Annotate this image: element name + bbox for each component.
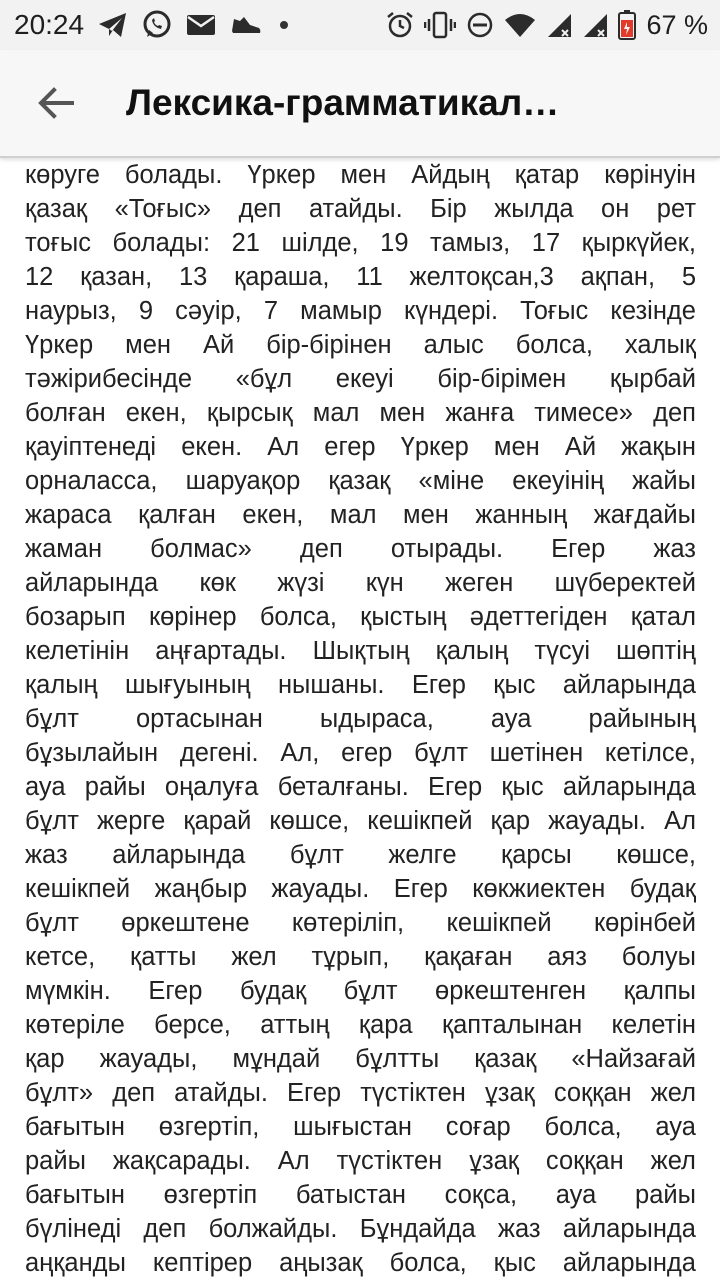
article-word: берсе,	[154, 1011, 231, 1039]
article-word: көтеріліп,	[291, 909, 405, 937]
article-word: мен	[379, 399, 426, 427]
article-word: әдеттегіден	[469, 603, 608, 631]
article-word: Ай	[202, 331, 235, 359]
article-word: көшсе,	[616, 841, 696, 869]
alarm-icon	[386, 11, 414, 39]
article-word: жауады,	[99, 1045, 198, 1073]
article-line	[25, 464, 696, 498]
article-word: қалған	[138, 501, 216, 529]
article-word: ұзақ	[469, 1147, 519, 1175]
article-word: көрінуін	[604, 161, 696, 189]
article-line	[25, 1246, 696, 1280]
article-word: ақпан,	[580, 263, 656, 291]
article-word: көшсе,	[269, 807, 350, 835]
article-word: мамыр	[300, 297, 382, 325]
article-word: Үркер	[247, 161, 316, 189]
article-word: «Найзағай	[571, 1045, 696, 1073]
article-word: болса,	[544, 1113, 622, 1141]
article-line	[25, 226, 696, 260]
article-word: бүлінеді	[25, 1215, 122, 1243]
article-word: көк	[199, 569, 236, 597]
article-word: қара	[358, 1011, 413, 1039]
article-word: жауады.	[271, 875, 370, 903]
article-word: қырбай	[609, 365, 696, 393]
article-word: шілде,	[281, 229, 359, 257]
article-word: Егер	[411, 671, 466, 699]
article-line	[25, 634, 696, 668]
article-word: соғар	[445, 1113, 511, 1141]
article-word: бір-бірінен	[266, 331, 392, 359]
whatsapp-icon	[142, 10, 172, 40]
article-word: жел	[650, 1147, 696, 1175]
article-word: дегені.	[179, 739, 259, 767]
article-line	[25, 396, 696, 430]
article-word: болған	[25, 399, 106, 427]
article-word: атайды.	[308, 195, 403, 223]
article-word: кептірер	[152, 1249, 253, 1277]
article-word: қарай	[183, 807, 252, 835]
article-word: орналасса,	[25, 467, 158, 495]
article-word: он	[601, 195, 630, 223]
article-word: мен	[340, 161, 387, 189]
article-word: кезінде	[610, 297, 696, 325]
article-line	[25, 600, 696, 634]
article-word: атайды.	[174, 1079, 268, 1107]
article-word: 7	[263, 297, 279, 325]
article-word: желге	[388, 841, 457, 869]
article-word: екен,	[242, 501, 304, 529]
article-line	[25, 736, 696, 770]
signal-icon-2	[582, 12, 608, 38]
article-word: айларында	[25, 569, 159, 597]
article-line	[25, 294, 696, 328]
article-word: қыс	[493, 671, 536, 699]
mail-icon	[186, 14, 216, 36]
article-word: жақын	[621, 433, 696, 461]
article-word: бұзылайын	[25, 739, 159, 767]
article-word: келетінін	[25, 637, 130, 665]
article-word: Ай	[564, 433, 597, 461]
article-word: мал	[312, 399, 360, 427]
article-word: болса,	[259, 603, 337, 631]
article-word: жайы	[632, 467, 696, 495]
article-word: мұндай	[232, 1045, 321, 1073]
article-word: Ал	[664, 807, 696, 835]
article-word: 11	[356, 263, 383, 291]
article-word: алыс	[423, 331, 484, 359]
article-word: түсуі	[534, 637, 590, 665]
article-word: бұлт	[25, 909, 79, 937]
article-word: қалпы	[623, 977, 696, 1005]
article-word: болса,	[515, 331, 593, 359]
article-word: жақсарады.	[112, 1147, 251, 1175]
article-word: деп	[299, 535, 343, 563]
article-word: қатар	[514, 161, 580, 189]
article-word: жағдайы	[593, 501, 696, 529]
article-line	[25, 872, 696, 906]
article-word: қыркүйек,	[581, 229, 696, 257]
article-word: күндері.	[404, 297, 499, 325]
article-word: 17	[531, 229, 561, 257]
article-word: келетін	[611, 1011, 696, 1039]
article-word: болуы	[621, 943, 696, 971]
article-word: 9	[138, 297, 154, 325]
article-word: айларында	[562, 1215, 696, 1243]
article-word: Үркер	[400, 433, 469, 461]
article-word: кешікпей	[25, 875, 131, 903]
article-word: егер	[341, 739, 393, 767]
article-word: өзгертіп,	[158, 1113, 260, 1141]
article-word: батыстан	[295, 1181, 406, 1209]
article-word: халық	[624, 331, 696, 359]
article-word: айларында	[562, 671, 696, 699]
article-word: мен	[403, 501, 449, 529]
article-word: өркештенген	[435, 977, 587, 1005]
article-line	[25, 1144, 696, 1178]
battery-icon	[618, 10, 636, 40]
article-word: қыс	[501, 773, 544, 801]
article-word: ыдыраса,	[319, 705, 434, 733]
article-word: қазан,	[80, 263, 153, 291]
article-word: болады.	[124, 161, 223, 189]
article-word: Ал	[267, 433, 300, 461]
article-word: бұлт	[343, 977, 398, 1005]
sneaker-icon	[230, 13, 262, 37]
article-word: болса,	[389, 1249, 467, 1277]
article-line	[25, 1042, 696, 1076]
article-word: соққан	[553, 1079, 632, 1107]
article-word: жерге	[96, 807, 166, 835]
article-word: райы	[84, 773, 146, 801]
article-line	[25, 192, 696, 226]
article-word: қазақ	[474, 1045, 537, 1073]
article-word: Бір	[430, 195, 467, 223]
article-word: болады:	[112, 229, 211, 257]
article-word: шүберектей	[554, 569, 696, 597]
article-word: бағытын	[25, 1181, 125, 1209]
article-line	[25, 770, 696, 804]
article-word: мен	[493, 433, 540, 461]
article-word: райы	[25, 1147, 86, 1175]
article-word: жауады.	[548, 807, 646, 835]
article-word: будақ	[629, 875, 696, 903]
article-word: бұлт	[25, 705, 79, 733]
article-word: қар	[25, 1045, 65, 1073]
article-word: Ал	[277, 1147, 310, 1175]
article-word: екеуінің	[512, 467, 605, 495]
article-word: қапталынан	[441, 1011, 583, 1039]
article-line	[25, 430, 696, 464]
article-word: ауа	[555, 1181, 597, 1209]
article-word: рет	[656, 195, 696, 223]
article-word: Тоғыс	[520, 297, 589, 325]
article-line	[25, 566, 696, 600]
article-word: тұрып,	[311, 943, 390, 971]
article-word: ұзақ	[484, 1079, 535, 1107]
wifi-icon	[504, 12, 536, 38]
telegram-icon	[98, 12, 128, 38]
article-word: «Тоғыс»	[114, 195, 212, 223]
article-word: жанға	[445, 399, 515, 427]
article-word: тимесе»	[534, 399, 633, 427]
article-word: деп	[112, 1079, 156, 1107]
article-word: көтеріле	[25, 1011, 125, 1039]
article-line	[25, 362, 696, 396]
article-word: будақ	[239, 977, 307, 1005]
article-word: 13	[178, 263, 208, 291]
article-word: көкжиектен	[472, 875, 606, 903]
article-word: күн	[365, 569, 404, 597]
article-word: қарсы	[501, 841, 572, 869]
article-word: кетсе,	[25, 943, 96, 971]
article-line	[25, 1008, 696, 1042]
article-word: нышаны.	[277, 671, 385, 699]
article-word: шаруақор	[185, 467, 301, 495]
battery-percent: 67 %	[646, 9, 708, 40]
article-word: шығуының	[124, 671, 251, 699]
article-word: қыстың	[360, 603, 447, 631]
article-word: Ал,	[280, 739, 320, 767]
article-word: екен.	[181, 433, 243, 461]
article-word: деп	[143, 1215, 187, 1243]
article-word: жел	[650, 1079, 696, 1107]
status-time: 20:24	[14, 9, 85, 40]
article-word: ауа	[655, 1113, 696, 1141]
article-word: Айдың	[411, 161, 490, 189]
article-word: оңалуға	[164, 773, 259, 801]
article-word: Шықтың	[312, 637, 410, 665]
article-line	[25, 838, 696, 872]
article-word: өзгертіп	[163, 1181, 258, 1209]
page-title: Лексика-грамматикал…	[126, 82, 560, 123]
article-word: тамыз,	[430, 229, 511, 257]
article-word: жараса	[25, 501, 112, 529]
article-word: аттың	[260, 1011, 330, 1039]
article-word: жаз	[497, 1215, 541, 1243]
article-word: деп	[238, 195, 282, 223]
article-line	[25, 668, 696, 702]
article-word: кетілсе,	[604, 739, 696, 767]
article-word: қалың	[435, 637, 509, 665]
status-right-icons	[386, 10, 720, 41]
article-line	[25, 940, 696, 974]
arrow-back-icon	[36, 83, 76, 123]
article-word: 19	[380, 229, 409, 257]
status-bar	[0, 0, 720, 50]
article-line	[25, 1212, 696, 1246]
article-word: тәжірибесінде	[25, 365, 193, 393]
article-word: желтоқсан,3	[409, 263, 554, 291]
article-word: ортасынан	[136, 705, 263, 733]
article-word: қар	[490, 807, 531, 835]
article-word: айларында	[562, 1249, 696, 1277]
article-word: бұлт	[25, 807, 79, 835]
article-word: көрінер	[148, 603, 237, 631]
article-word: шығыстан	[293, 1113, 412, 1141]
article-word: шөптің	[616, 637, 696, 665]
article-word: жаңбыр	[154, 875, 247, 903]
article-word: бұлт»	[25, 1079, 94, 1107]
article-word: Бұндайда	[359, 1215, 476, 1243]
article-word: бұлтты	[355, 1045, 440, 1073]
article-line	[25, 260, 696, 294]
article-word: шетінен	[489, 739, 584, 767]
article-word: 21	[231, 229, 260, 257]
article-word: болжайды.	[208, 1215, 338, 1243]
article-word: ауа	[25, 773, 66, 801]
article-word: қазақ	[25, 195, 88, 223]
article-word: көруге	[25, 161, 100, 189]
article-word: көрінбей	[593, 909, 696, 937]
article-word: екеуі	[335, 365, 394, 393]
article-word: қараша,	[234, 263, 330, 291]
article-word: Егер	[287, 1079, 342, 1107]
app-bar	[0, 50, 720, 158]
article-line	[25, 1076, 696, 1110]
article-word: соққан	[545, 1147, 624, 1175]
article-line	[25, 532, 696, 566]
article-word: жаз	[25, 841, 68, 869]
article-word: мал	[329, 501, 377, 529]
article-word: жылда	[494, 195, 574, 223]
article-word: қыс	[493, 1249, 536, 1277]
article-word: мүмкін.	[25, 977, 111, 1005]
article-word: жаман	[25, 535, 103, 563]
article-word: қазақ	[328, 467, 391, 495]
article-line	[25, 328, 696, 362]
article-line	[25, 804, 696, 838]
do-not-disturb-icon	[466, 11, 494, 39]
article-word: жеген	[445, 569, 514, 597]
article-word: егер	[324, 433, 376, 461]
article-word: кешікпей	[446, 909, 552, 937]
article-word: Егер	[551, 535, 606, 563]
article-word: деп	[653, 399, 696, 427]
article-word: соқса,	[444, 1181, 518, 1209]
article-word: «міне	[418, 467, 485, 495]
article-word: беталғаны.	[277, 773, 409, 801]
article-word: болмас»	[150, 535, 252, 563]
article-word: жаз	[653, 535, 696, 563]
article-line	[25, 498, 696, 532]
article-word: аңызақ	[279, 1249, 363, 1277]
article-word: аяз	[547, 943, 587, 971]
article-word: жүзі	[277, 569, 325, 597]
article-content	[25, 158, 696, 1280]
article-word: айларында	[112, 841, 246, 869]
vibrate-icon	[424, 11, 456, 39]
article-word: 12	[25, 263, 54, 291]
article-word: наурыз,	[25, 297, 117, 325]
article-line	[25, 906, 696, 940]
article-word: райы	[635, 1181, 696, 1209]
article-word: мен	[125, 331, 171, 359]
article-word: өркештене	[121, 909, 250, 937]
article-word: айларында	[562, 773, 696, 801]
article-word: бағытын	[25, 1113, 125, 1141]
article-word: ауа	[490, 705, 532, 733]
article-word: бұлт	[289, 841, 344, 869]
article-word: отырады.	[390, 535, 504, 563]
article-line	[25, 1110, 696, 1144]
article-word: бір-бірімен	[437, 365, 567, 393]
article-word: қатал	[630, 603, 696, 631]
article-word: қауіптенеді	[25, 433, 157, 461]
article-word: екен,	[125, 399, 187, 427]
article-word: Егер	[148, 977, 203, 1005]
article-word: Егер	[393, 875, 448, 903]
article-word: жанның	[475, 501, 568, 529]
article-word: аңқанды	[25, 1249, 126, 1277]
article-word: Егер	[428, 773, 483, 801]
article-word: аңғартады.	[155, 637, 287, 665]
article-line	[25, 702, 696, 736]
article-word: қалың	[25, 671, 98, 699]
article-word: райының	[588, 705, 696, 733]
article-word: сәуір,	[175, 297, 242, 325]
article-line	[25, 974, 696, 1008]
article-word: түстіктен	[336, 1147, 443, 1175]
article-word: 5	[681, 263, 696, 291]
article-word: жел	[231, 943, 277, 971]
article-line	[25, 158, 696, 192]
article-word: қырсық	[206, 399, 293, 427]
dot-icon	[280, 21, 288, 29]
signal-icon	[546, 12, 572, 38]
article-word: қақаған	[424, 943, 513, 971]
article-line	[25, 1178, 696, 1212]
article-word: түстіктен	[360, 1079, 466, 1107]
article-word: бозарып	[25, 603, 126, 631]
article-word: бұлт	[414, 739, 468, 767]
back-button[interactable]	[26, 73, 86, 133]
article-word: Үркер	[25, 331, 94, 359]
article-word: тоғыс	[25, 229, 91, 257]
article-word: қатты	[130, 943, 197, 971]
article-word: кешікпей	[367, 807, 473, 835]
article-word: «бұл	[235, 365, 293, 393]
